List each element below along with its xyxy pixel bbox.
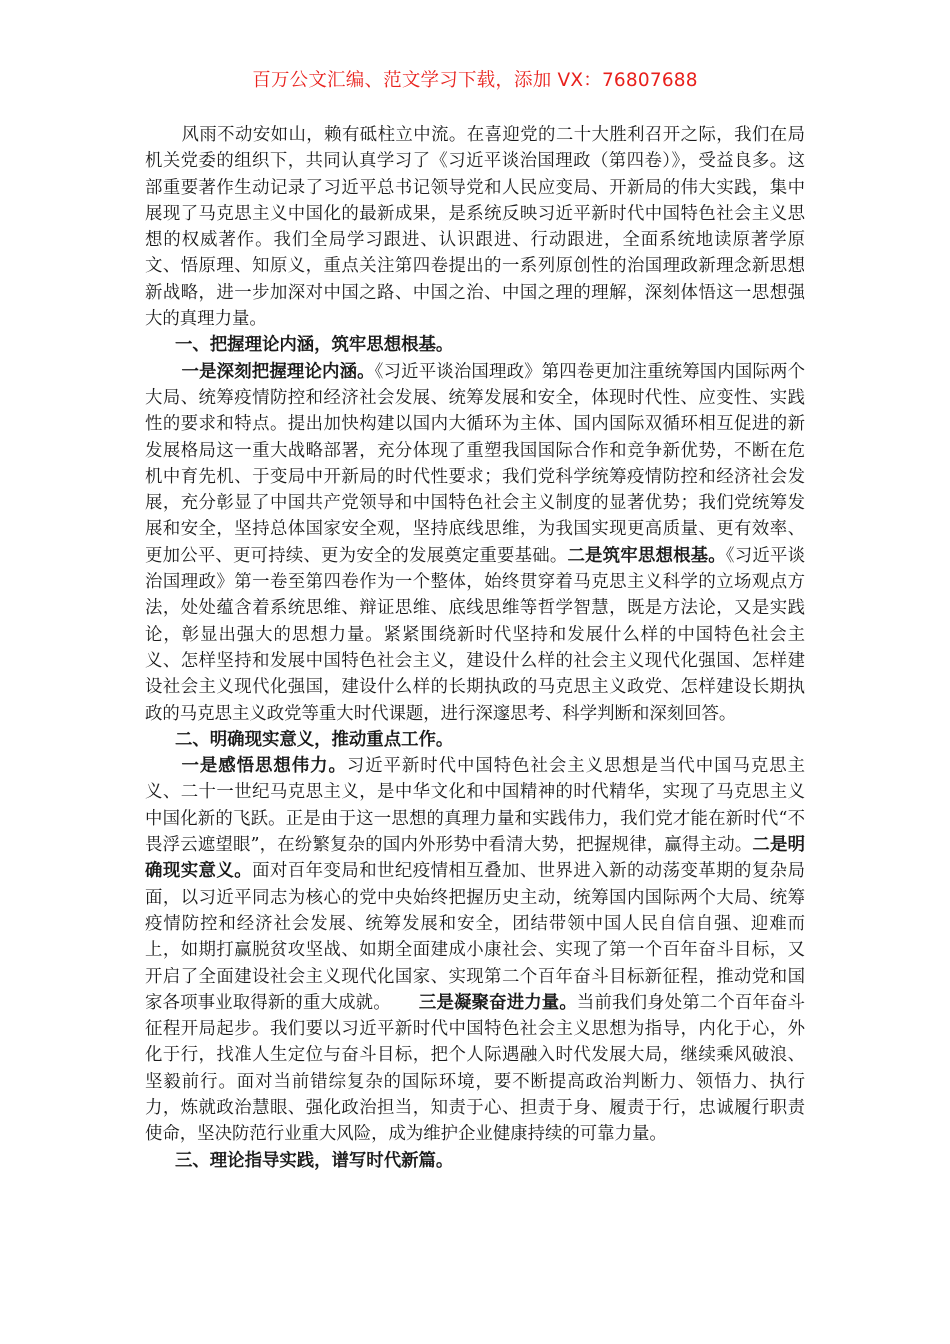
section-2-lead-1: 一是感悟思想伟力。 xyxy=(181,756,347,777)
section-1-heading: 一、把握理论内涵，筑牢思想根基。 xyxy=(175,335,454,356)
section-2-lead-3: 三是凝聚奋进力量。 xyxy=(418,992,577,1013)
section-2-lead-2: 二是明确现实意义。 xyxy=(145,835,805,882)
section-1-lead-1: 一是深刻把握理论内涵。 xyxy=(181,361,375,382)
section-2-text-3: 当前我们身处第二个百年奋斗征程开局起步。我们要以习近平新时代中国特色社会主义思想为指导，内化于心，外化于行，找准人生定位与奋斗目标，把个人际遇融入时代发展大局，继续乘风破浪、坚毅前行。面对当前错综复杂的国际环境，要不断提高政治判断力、领悟力、执行力，炼就政治慧眼、强化政治担当，知责于心、担责于身、履责于行，忠诚履行职责使命，坚决防范行业重大风险，成为维护企业健康持续的可靠力量。 xyxy=(145,992,805,1145)
section-1-text-1: 《习近平谈治国理政》第四卷更加注重统筹国内国际两个大局、统筹疫情防控和经济社会发展、统筹发展和安全，体现时代性、应变性、实践性的要求和特点。提出加快构建以国内大循环为主体、国内国际双循环相互促进的新发展格局这一重大战略部署，充分体现了重塑我国国际合作和竞争新优势，不断在危机中育先机、于变局中开新局的时代性要求；我们党科学统筹疫情防控和经济社会发展，充分彰显了中国共产党领导和中国特色社会主义制度的显著优势；我们党统筹发展和安全，坚持总体国家安全观，坚持底线思维，为我国实现更高质量、更有效率、更加公平、更可持续、更为安全的发展奠定重要基础。 xyxy=(145,361,805,566)
section-2-heading: 二、明确现实意义，推动重点工作。 xyxy=(175,729,454,750)
section-1-lead-2: 二是筑牢思想根基。 xyxy=(567,545,726,566)
section-2-text-1: 习近平新时代中国特色社会主义思想是当代中国马克思主义、二十一世纪马克思主义，是中华文化和中国精神的时代精华，实现了马克思主义中国化新的飞跃。正是由于这一思想的真理力量和实践伟力，我们党才能在新时代“不畏浮云遮望眼”，在纷繁复杂的国内外形势中看清大势，把握规律，赢得主动。 xyxy=(145,756,805,856)
intro-paragraph: 风雨不动安如山，赖有砥柱立中流。在喜迎党的二十大胜利召开之际，我们在局机关党委的组织下，共同认真学习了《习近平谈治国理政（第四卷）》，受益良多。这部重要著作生动记录了习近平总书记领导党和人民应变局、开新局的伟大实践，集中展现了马克思主义中国化的最新成果，是系统反映习近平新时代中国特色社会主义思想的权威著作。我们全局学习跟进、认识跟进、行动跟进，全面系统地读原著学原文、悟原理、知原义，重点关注第四卷提出的一系列原创性的治国理政新理念新思想新战略，进一步加深对中国之路、中国之治、中国之理的理解，深刻体悟这一思想强大的真理力量。 xyxy=(145,125,805,330)
section-2-paragraph xyxy=(145,753,805,1147)
section-2-text-2: 面对百年变局和世纪疫情相互叠加、世界进入新的动荡变革期的复杂局面，以习近平同志为核心的党中央始终把握历史主动，统筹国内国际两个大局、统筹疫情防控和经济社会发展、统筹发展和安全，团结带领中国人民自信自强、迎难而上，如期打赢脱贫攻坚战、如期全面建成小康社会、实现了第一个百年奋斗目标，又开启了全面建设社会主义现代化国家、实现第二个百年奋斗目标新征程，推动党和国家各项事业取得新的重大成就。 xyxy=(145,861,805,1013)
section-1-paragraph xyxy=(145,359,805,727)
section-3-heading: 三、理论指导实践，谱写时代新篇。 xyxy=(175,1150,454,1171)
section-1-text-2: 《习近平谈治国理政》第一卷至第四卷作为一个整体，始终贯穿着马克思主义科学的立场观点方法，处处蕴含着系统思维、辩证思维、底线思维等哲学智慧，既是方法论，又是实践论，彰显出强大的思想力量。紧紧围绕新时代坚持和发展什么样的中国特色社会主义、怎样坚持和发展中国特色社会主义，建设什么样的社会主义现代化强国、怎样建设社会主义现代化强国，建设什么样的长期执政的马克思主义政党、怎样建设长期执政的马克思主义政党等重大时代课题，进行深邃思考、科学判断和深刻回答。 xyxy=(145,545,805,724)
document-body xyxy=(145,122,805,1174)
header-banner: 百万公文汇编、范文学习下载，添加 VX：76807688 xyxy=(252,70,698,91)
